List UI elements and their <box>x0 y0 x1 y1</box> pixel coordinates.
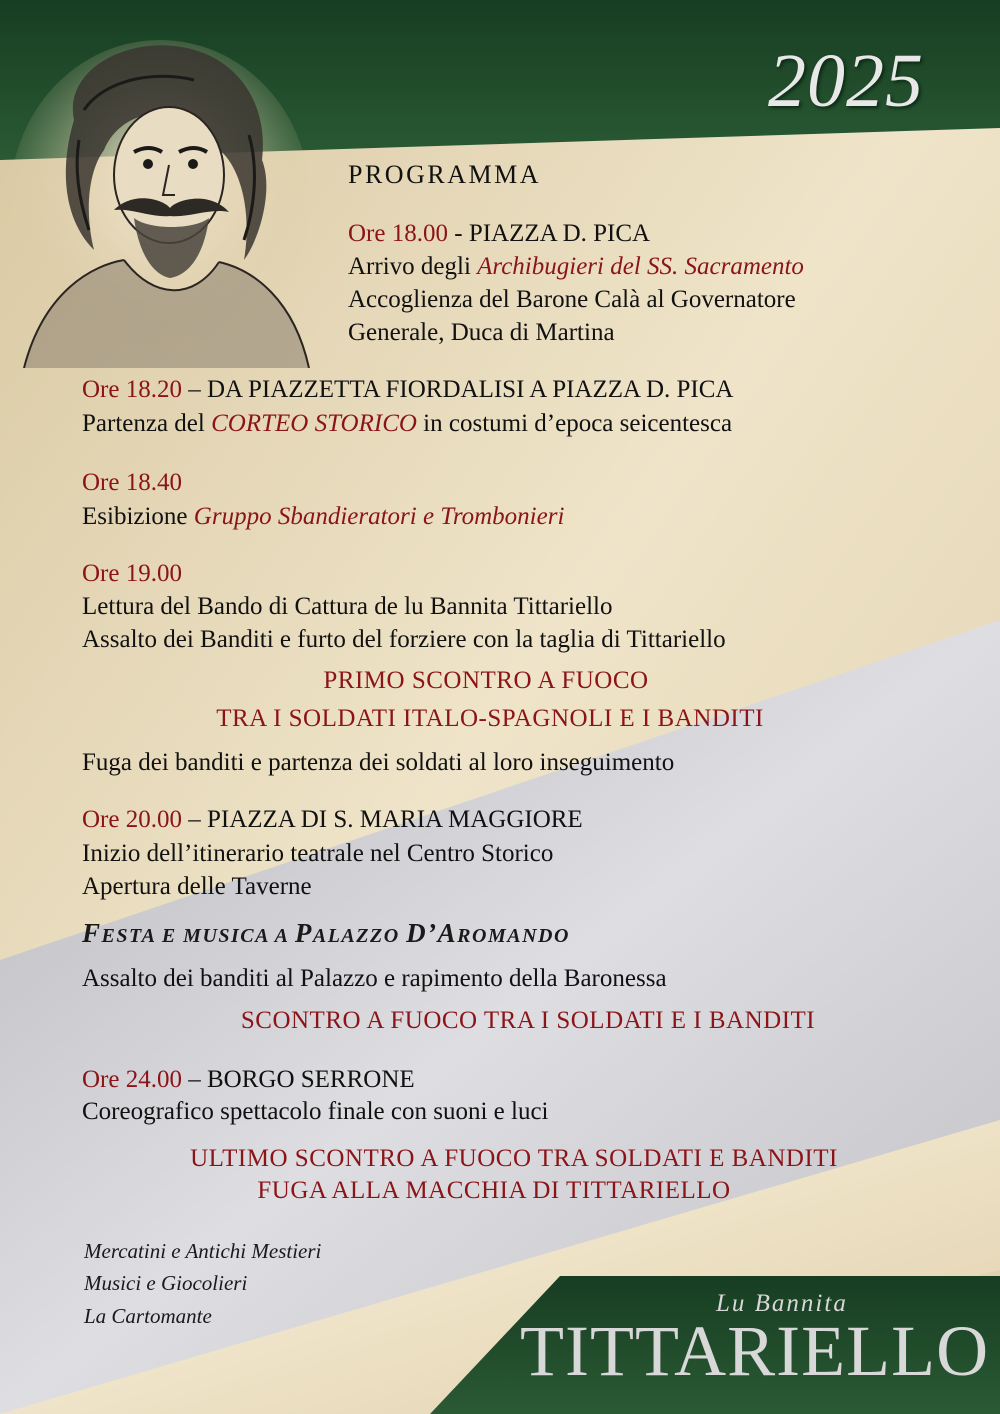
event-1-heading: Ore 18.00 - PIAZZA D. PICA <box>348 220 651 247</box>
event-6-highlight-2: FUGA ALLA MACCHIA DI TITTARIELLO <box>257 1177 731 1204</box>
festa-heading: FESTA E MUSICA A PALAZZO D’AROMANDO <box>82 918 570 948</box>
footer-item-1: Mercatini e Antichi Mestieri <box>84 1239 322 1263</box>
event-6-heading: Ore 24.00 – BORGO SERRONE <box>82 1066 415 1093</box>
event-2-time: Ore 18.20 <box>82 376 182 403</box>
event-4-time: Ore 19.00 <box>82 560 182 587</box>
event-5-line-2: Apertura delle Taverne <box>82 873 312 900</box>
event-6-place: BORGO SERRONE <box>206 1066 415 1093</box>
event-2-line-1: Partenza del CORTEO STORICO in costumi d’epoca seicentesca <box>82 410 733 437</box>
event-5-heading: Ore 20.00 – PIAZZA DI S. MARIA MAGGIORE <box>82 806 583 833</box>
event-6-line-1: Coreografico spettacolo finale con suoni e luci <box>82 1098 549 1125</box>
event-2-heading: Ore 18.20 – DA PIAZZETTA FIORDALISI A PIAZZA D. PICA <box>82 376 734 403</box>
event-4-highlight-2: TRA I SOLDATI ITALO-SPAGNOLI E I BANDITI <box>216 705 764 732</box>
event-1-time: Ore 18.00 <box>348 220 448 247</box>
event-4-line-3: Fuga dei banditi e partenza dei soldati al loro inseguimento <box>82 749 675 776</box>
event-1-line-3: Generale, Duca di Martina <box>348 319 615 346</box>
festa-line-1: Assalto dei banditi al Palazzo e rapimento della Baronessa <box>82 965 667 992</box>
logo-subtitle: Lu Bannita <box>716 1290 848 1317</box>
event-5-line-1: Inizio dell’itinerario teatrale nel Centro Storico <box>82 840 554 867</box>
footer-item-2: Musici e Giocolieri <box>84 1271 248 1295</box>
event-1-place: PIAZZA D. PICA <box>468 220 651 247</box>
festa-highlight: SCONTRO A FUOCO TRA I SOLDATI E I BANDITI <box>240 1007 816 1034</box>
event-6-time: Ore 24.00 <box>82 1066 182 1093</box>
event-year: 2025 <box>768 39 924 123</box>
event-1-line-1: Arrivo degli Archibugieri del SS. Sacramento <box>348 253 804 280</box>
event-5-place: PIAZZA DI S. MARIA MAGGIORE <box>206 806 583 833</box>
bandit-portrait-illustration <box>4 40 316 368</box>
event-3-line-1: Esibizione Gruppo Sbandieratori e Trombonieri <box>82 503 565 530</box>
event-6-highlight-1: ULTIMO SCONTRO A FUOCO TRA SOLDATI E BANDITI <box>190 1145 838 1172</box>
event-5-time: Ore 20.00 <box>82 806 182 833</box>
logo-title: TITTARIELLO <box>520 1311 990 1391</box>
footer-item-3: La Cartomante <box>84 1304 212 1328</box>
event-3-time: Ore 18.40 <box>82 469 182 496</box>
event-4-line-2: Assalto dei Banditi e furto del forziere con la taglia di Tittariello <box>82 626 726 653</box>
program-title: PROGRAMMA <box>348 160 541 189</box>
event-1-line-2: Accoglienza del Barone Calà al Governatore <box>348 286 796 313</box>
event-4-line-1: Lettura del Bando di Cattura de lu Bannita Tittariello <box>82 593 613 620</box>
event-4-highlight-1: PRIMO SCONTRO A FUOCO <box>323 667 649 694</box>
event-2-place: DA PIAZZETTA FIORDALISI A PIAZZA D. PICA <box>206 376 734 403</box>
